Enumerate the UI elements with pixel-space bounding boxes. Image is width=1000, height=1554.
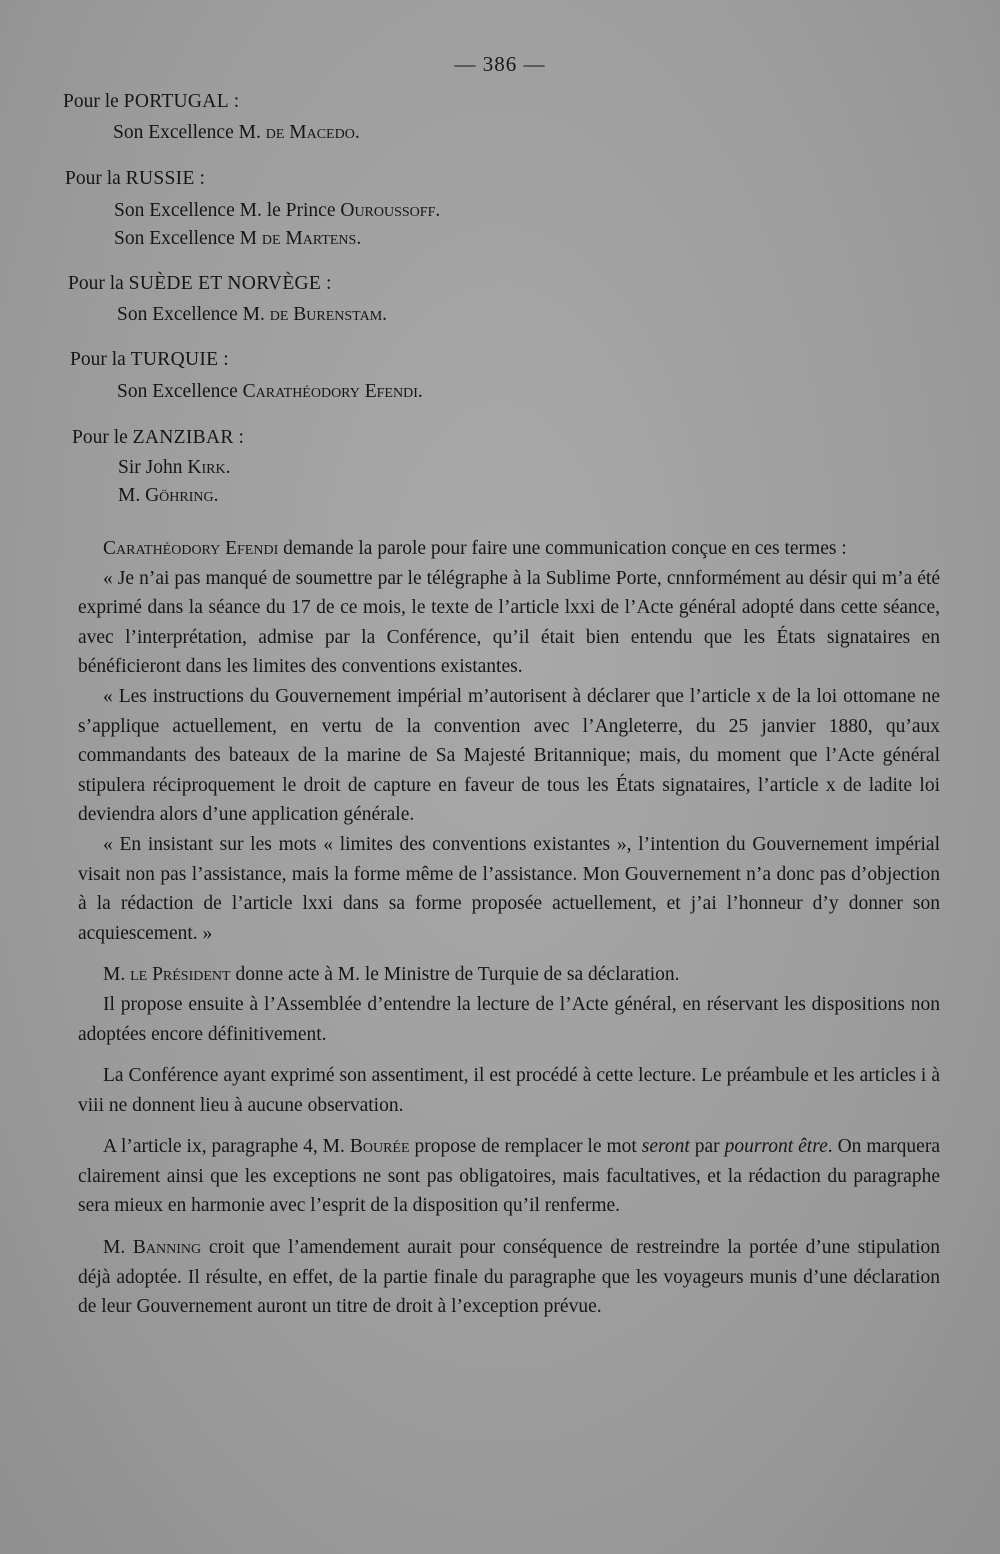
delegation-heading-turquie: Pour la TURQUIE : (70, 349, 229, 370)
delegate-line: Sir John Kirk. (118, 457, 231, 478)
delegate-line: Son Excellence M. de Burenstam. (117, 304, 388, 325)
delegate-line: Son Excellence Carathéodory Efendi. (117, 381, 423, 402)
page-number: — 386 — (454, 52, 546, 76)
delegation-heading-suede-norvege: Pour la SUÈDE ET NORVÈGE : (68, 273, 332, 294)
paragraph: « En insistant sur les mots « limites des conventions existantes », l’intention du Gouvernement impérial visait non pas l’assistance, mais la forme même de l’assistance. Mon Gouvernement n’a donc pas d’objection à la rédaction de l’article lxxi dans sa forme proposée actuellement, et j’ai l’honneur d’y donner son acquiescement. » (78, 833, 940, 944)
delegate-line: Son Excellence M. le Prince Ouroussoff. (114, 200, 441, 221)
paragraph: « Les instructions du Gouvernement impérial m’autorisent à déclarer que l’article x de la loi ottomane ne s’applique actuellement, en vertu de la convention avec l’Angleterre, du 25 janvier 1880, qu’aux commandants des bateaux de la marine de Sa Majesté Britannique; mais, du moment que l’Acte général stipulera réciproquement le droit de capture en faveur de tous les États signataires, l’article x de ladite loi deviendra alors d’une application générale. (78, 685, 940, 826)
body-text (78, 534, 940, 1322)
paragraph: M. le Président donne acte à M. le Ministre de Turquie de sa déclaration. (103, 964, 680, 986)
paragraph: M. Banning croit que l’amendement aurait pour conséquence de restreindre la portée d’une stipulation déjà adoptée. Il résulte, en effet, de la partie finale du paragraphe que les voyageurs munis d’une déclaration de leur Gouvernement auront un titre de droit à l’exception prévue. (78, 1237, 940, 1318)
delegate-line: M. Göhring. (118, 485, 219, 506)
delegation-heading-russie: Pour la RUSSIE : (65, 168, 205, 189)
paragraph: A l’article ix, paragraphe 4, M. Bourée propose de remplacer le mot seront par pourront être. On marquera clairement ainsi que les exceptions ne sont pas obligatoires, mais facultatives, et la rédaction du paragraphe sera mieux en harmonie avec l’esprit de la disposition qu’il renferme. (78, 1136, 940, 1217)
paragraph: « Je n’ai pas manqué de soumettre par le télégraphe à la Sublime Porte, cnnformément au désir qui m’a été exprimé dans la séance du 17 de ce mois, le texte de l’article lxxi de l’Acte général adopté dans cette séance, avec l’interprétation, admise par la Conférence, qu’il était bien entendu que les États signataires en bénéficieront dans les limites des conventions existantes. (78, 567, 940, 678)
delegation-heading-zanzibar: Pour le ZANZIBAR : (72, 427, 244, 448)
paragraph: Carathéodory Efendi demande la parole pour faire une communication conçue en ces termes : (103, 538, 847, 559)
paragraph: La Conférence ayant exprimé son assentiment, il est procédé à cette lecture. Le préambule et les articles i à viii ne donnent lieu à aucune observation. (78, 1065, 940, 1116)
delegation-heading-portugal: Pour le PORTUGAL : (63, 91, 240, 112)
delegate-line: Son Excellence M. de Macedo. (113, 122, 360, 143)
delegate-line: Son Excellence M de Martens. (114, 228, 362, 249)
paragraph: Il propose ensuite à l’Assemblée d’entendre la lecture de l’Acte général, en réservant les dispositions non adoptées encore définitivement. (78, 993, 940, 1045)
